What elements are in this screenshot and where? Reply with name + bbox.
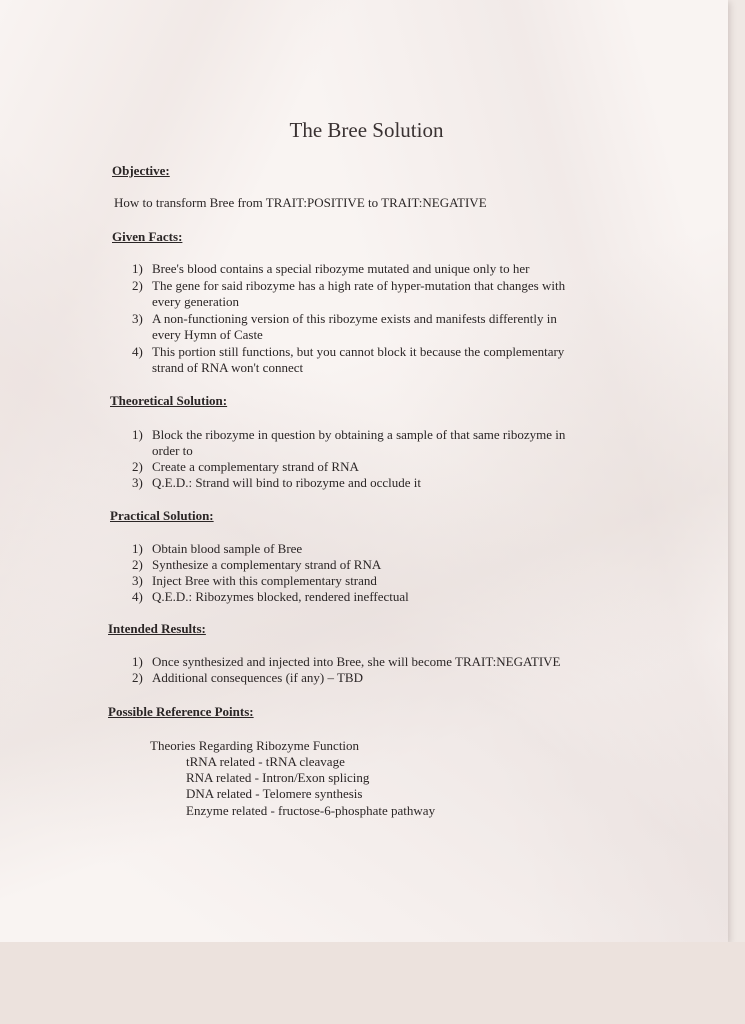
given-facts-heading: Given Facts: — [112, 229, 183, 244]
given-fact-line: The gene for said ribozyme has a high rate of hyper-mutation that changes with — [152, 278, 566, 293]
theoretical-step-number: 2) — [132, 459, 143, 474]
theoretical-step-number: 3) — [132, 475, 143, 490]
theoretical-step-number: 1) — [132, 427, 143, 442]
given-fact-number: 1) — [132, 261, 143, 276]
practical-step-number: 2) — [132, 557, 143, 572]
reference-line: RNA related - Intron/Exon splicing — [186, 770, 370, 785]
reference-line: Enzyme related - fructose-6-phosphate pathway — [186, 803, 436, 818]
intended-result-line: Once synthesized and injected into Bree, she will become TRAIT:NEGATIVE — [152, 654, 561, 669]
given-fact-line: every generation — [152, 294, 239, 309]
theoretical-solution-heading: Theoretical Solution: — [110, 393, 228, 408]
scanner-background — [0, 942, 745, 1024]
reference-line: tRNA related - tRNA cleavage — [186, 754, 345, 769]
intended-result-number: 2) — [132, 670, 143, 685]
given-fact-line: A non-functioning version of this ribozyme exists and manifests differently in — [152, 311, 557, 326]
document-title: The Bree Solution — [289, 118, 444, 142]
given-fact-number: 3) — [132, 311, 143, 326]
given-fact-line: This portion still functions, but you cannot block it because the complementary — [152, 344, 565, 359]
theoretical-step-line: Create a complementary strand of RNA — [152, 459, 359, 474]
given-fact-line: Bree's blood contains a special ribozyme mutated and unique only to her — [152, 261, 530, 276]
objective-heading: Objective: — [112, 163, 170, 178]
objective-text: How to transform Bree from TRAIT:POSITIVE to TRAIT:NEGATIVE — [114, 195, 487, 210]
practical-step-number: 3) — [132, 573, 143, 588]
practical-step-line: Q.E.D.: Ribozymes blocked, rendered ineffectual — [152, 589, 409, 604]
intended-result-number: 1) — [132, 654, 143, 669]
given-fact-line: strand of RNA won't connect — [152, 360, 304, 375]
given-fact-number: 2) — [132, 278, 143, 293]
theoretical-step-line: Block the ribozyme in question by obtaining a sample of that same ribozyme in — [152, 427, 566, 442]
intended-result-line: Additional consequences (if any) – TBD — [152, 670, 363, 685]
reference-line: DNA related - Telomere synthesis — [186, 786, 363, 801]
theoretical-step-line: order to — [152, 443, 193, 458]
intended-results-heading: Intended Results: — [108, 621, 206, 636]
practical-step-line: Inject Bree with this complementary strand — [152, 573, 377, 588]
practical-step-line: Synthesize a complementary strand of RNA — [152, 557, 382, 572]
practical-solution-heading: Practical Solution: — [110, 508, 214, 523]
reference-line: Theories Regarding Ribozyme Function — [150, 738, 360, 753]
reference-points-heading: Possible Reference Points: — [108, 704, 254, 719]
given-fact-line: every Hymn of Caste — [152, 327, 263, 342]
given-fact-number: 4) — [132, 344, 143, 359]
practical-step-number: 1) — [132, 541, 143, 556]
practical-step-number: 4) — [132, 589, 143, 604]
theoretical-step-line: Q.E.D.: Strand will bind to ribozyme and occlude it — [152, 475, 421, 490]
practical-step-line: Obtain blood sample of Bree — [152, 541, 303, 556]
